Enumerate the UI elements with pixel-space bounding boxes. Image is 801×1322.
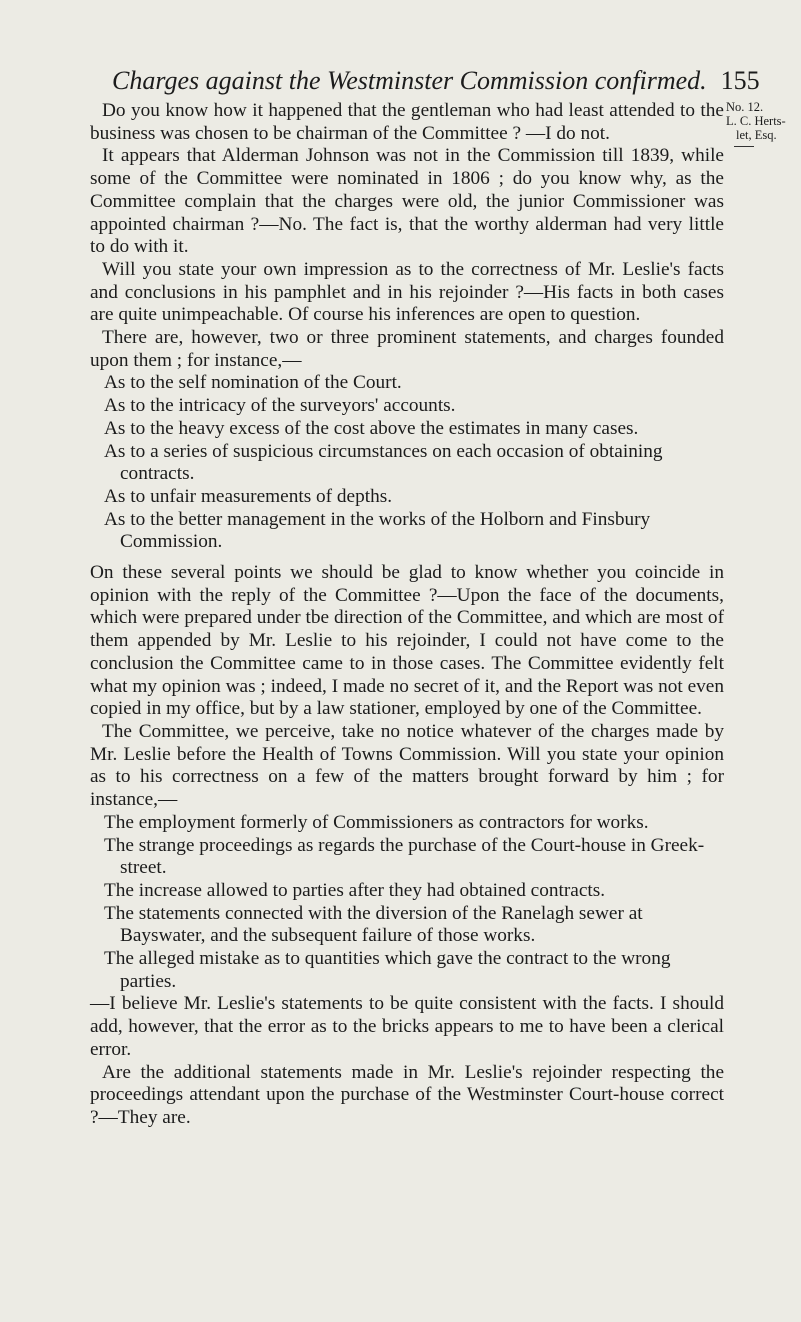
paragraph: It appears that Alderman Johnson was not in the Commission till 1839, while some of the Committee were nominated in 1806 ; do you know why, as the Committee complain that the charges were old, the junior Commissioner was appointed chairman ?—No. The fact is, that the worthy alderman had very little to do with it.: [90, 145, 724, 258]
paragraph: Are the additional statements made in Mr. Leslie's rejoinder respecting the proceedings attendant upon the purchase of the Westminster Court-house correct ?—They are.: [90, 1061, 724, 1128]
matters-list: [90, 812, 724, 994]
list-item: As to unfair measurements of depths.: [104, 485, 393, 507]
witness-name-line1: L. C. Herts-: [726, 114, 786, 128]
running-header: [112, 66, 760, 96]
witness-name-line2: let, Esq.: [736, 128, 777, 142]
paragraph: Do you know how it happened that the gentleman who had least attended to the business was chosen to be chairman of the Committee ? —I do not.: [90, 100, 724, 144]
page-body: [90, 100, 724, 1130]
paragraph: There are, however, two or three prominent statements, and charges founded upon them ; for instance,—: [90, 327, 724, 371]
list-item: As to the intricacy of the surveyors' accounts.: [104, 395, 456, 417]
paragraph: Will you state your own impression as to the correctness of Mr. Leslie's facts and conclusions in his pamphlet and in his rejoinder ?—His facts in both cases are quite unimpeachable. Of course his inferences are open to question.: [90, 258, 724, 326]
list-item: The employment formerly of Commissioners as contractors for works.: [104, 811, 649, 833]
list-item: As to a series of suspicious circumstances on each occasion of obtaining contracts.: [104, 440, 663, 485]
list-item: As to the self nomination of the Court.: [104, 372, 402, 394]
margin-rule: [734, 146, 754, 147]
paragraph: —I believe Mr. Leslie's statements to be quite consistent with the facts. I should add, however, that the error as to the bricks appears to me to have been a clerical error.: [90, 993, 724, 1060]
paragraph: The Committee, we perceive, take no notice whatever of the charges made by Mr. Leslie before the Health of Towns Commission. Will you state your opinion as to his correctness on a few of the matters brought forward by him ; for instance,—: [90, 720, 724, 811]
paragraph: On these several points we should be glad to know whether you coincide in opinion with the reply of the Committee ?—Upon the face of the documents, which were prepared under tbe direction of the Committee, and which are most of them appended by Mr. Leslie to his rejoinder, I could not have come to the conclusion the Committee came to in those cases. The Committee evidently felt what my opinion was ; indeed, I made no secret of it, and the Report was not even copied in my office, but by a law stationer, employed by one of the Committee.: [90, 562, 724, 720]
margin-note: [726, 100, 801, 147]
page-number: 155: [720, 66, 760, 95]
list-item: As to the heavy excess of the cost above the estimates in many cases.: [104, 417, 639, 439]
witness-number: No. 12.: [726, 100, 764, 114]
list-item: The statements connected with the diversion of the Ranelagh sewer at Bayswater, and the subsequent failure of those works.: [104, 902, 643, 947]
charges-list: [90, 372, 724, 554]
list-item: As to the better management in the works of the Holborn and Finsbury Commission.: [104, 508, 651, 553]
list-item: The strange proceedings as regards the purchase of the Court-house in Greek-street.: [104, 834, 705, 879]
list-item: The alleged mistake as to quantities which gave the contract to the wrong parties.: [104, 948, 671, 992]
list-item: The increase allowed to parties after they had obtained contracts.: [104, 879, 606, 901]
page-title: Charges against the Westminster Commission confirmed.: [112, 66, 707, 95]
